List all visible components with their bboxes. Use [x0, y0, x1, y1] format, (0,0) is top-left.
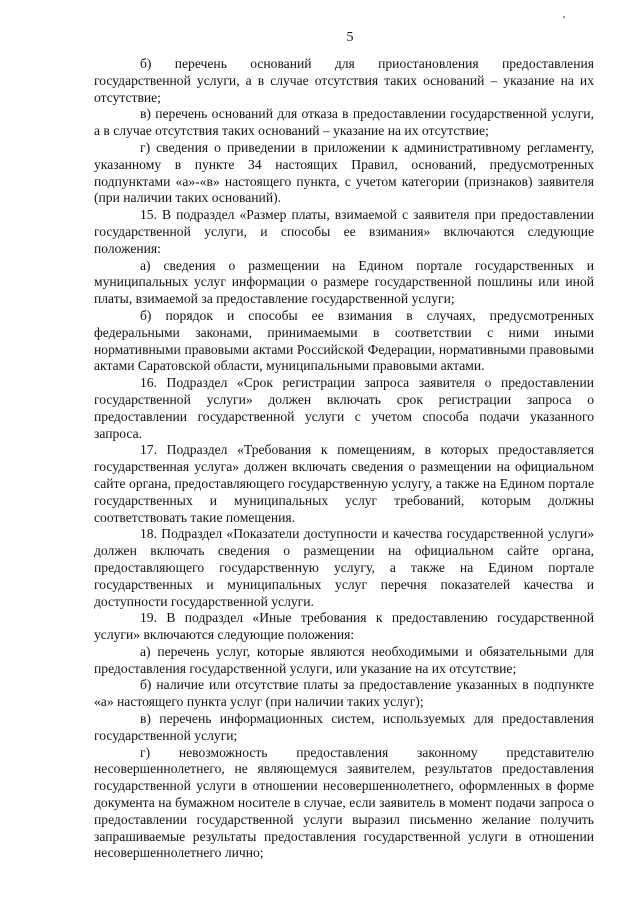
- paragraph-14g: г) сведения о приведении в приложении к административному регламенту, указанному в пункте 34 настоящих Правил, оснований, предусмотренных подпунктами «а»-«в» настоящего пункта, с учетом категории (признаков) заявителя (при наличии таких оснований).: [94, 139, 594, 206]
- paragraph-19v: в) перечень информационных систем, используемых для предоставления государственной услуги;: [94, 711, 594, 743]
- paragraph-18: 18. Подраздел «Показатели доступности и качества государственной услуги» должен включать сведения о размещении на официальном сайте органа, предоставляющего государственную услугу, а также на Едином портале государственных и муниципальных услуг перечня показателей качества и доступности государственной услуги.: [94, 526, 594, 609]
- page-number: 5: [346, 30, 354, 45]
- paragraph-19g: г) невозможность предоставления законному представителю несовершеннолетнего, не являющемуся заявителем, результатов предоставления государственной услуги в отношении несовершеннолетнего, оформленных в форме документа на бумажном носителе в случае, если заявитель в момент подачи запроса о предоставлении государственной услуги выразил письменно желание получить запрашиваемые результаты предоставления государственной услуги в отношении несовершеннолетнего лично;: [94, 744, 594, 861]
- paragraph-14v: в) перечень оснований для отказа в предоставлении государственной услуги, а в случае отсутствия таких оснований – указание на их отсутствие;: [94, 106, 594, 139]
- paragraph-15b: б) порядок и способы ее взимания в случаях, предусмотренных федеральными законами, принимаемыми в соответствии с ними иными нормативными правовыми актами Российской Федерации, нормативными правовыми актами Саратовской области, муниципальными правовыми актами.: [94, 307, 594, 374]
- paragraph-19a: а) перечень услуг, которые являются необходимыми и обязательными для предоставления государственной услуги, или указание на их отсутствие;: [94, 643, 594, 676]
- paragraph-15: 15. В подраздел «Размер платы, взимаемой с заявителя при предоставлении государственной услуги, и способы ее взимания» включаются следующие положения:: [94, 207, 594, 256]
- scan-speck: [563, 16, 565, 18]
- paragraph-19: 19. В подраздел «Иные требования к предоставлению государственной услуги» включаются следующие положения:: [94, 610, 594, 643]
- paragraph-14b: б) перечень оснований для приостановления предоставления государственной услуги, а в случае отсутствия таких оснований – указание на их отсутствие;: [94, 56, 594, 105]
- paragraph-17: 17. Подраздел «Требования к помещениям, в которых предоставляется государственная услуга» должен включать сведения о размещении на официальном сайте органа, предоставляющего государственную услугу, а также на Едином портале государственных и муниципальных услуг требований, которым должны соответствовать такие помещения.: [94, 442, 594, 525]
- paragraph-15a: а) сведения о размещении на Едином портале государственных и муниципальных услуг информации о размере государственной пошлины или иной платы, взимаемой за предоставление государственной услуги;: [94, 257, 594, 307]
- paragraph-16: 16. Подраздел «Срок регистрации запроса заявителя о предоставлении государственной услуги» должен включать срок регистрации запроса о предоставлении государственной услуги с учетом способа подачи указанного запроса.: [94, 375, 594, 441]
- paragraph-19b: б) наличие или отсутствие платы за предоставление указанных в подпункте «а» настоящего пункта услуг (при наличии таких услуг);: [94, 677, 594, 710]
